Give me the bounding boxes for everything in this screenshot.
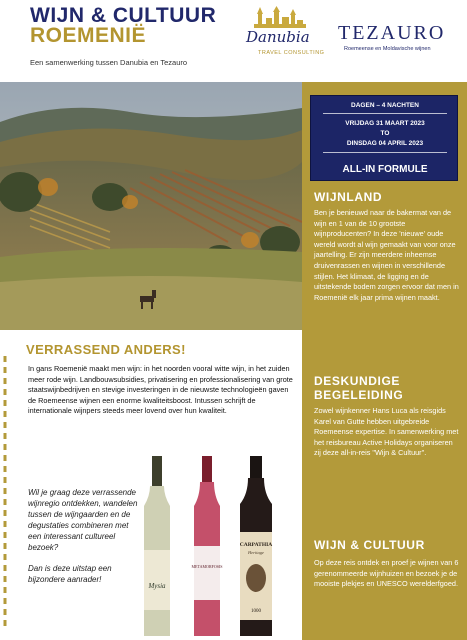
begeleiding-heading-1: DESKUNDIGE <box>314 374 401 388</box>
closing-text: Dan is deze uitstap een bijzondere aanrader! <box>28 564 112 584</box>
wijnland-heading: WIJNLAND <box>314 190 383 204</box>
question-block <box>28 487 142 585</box>
tezauro-sub: Roemeense en Moldavische wijnen <box>344 46 431 52</box>
formula-label: ALL-IN FORMULE <box>342 164 428 175</box>
subtitle: Een samenwerking tussen Danubia en Tezauro <box>30 58 188 67</box>
cultuur-heading: WIJN & CULTUUR <box>314 538 425 552</box>
end-date: DINSDAG 04 APRIL 2023 <box>346 140 424 147</box>
bottle-label-1: Mysia <box>148 582 166 590</box>
wine-bottles-image <box>140 450 300 640</box>
title-line-2: ROEMENIË <box>30 24 147 47</box>
vineyard-photo <box>0 82 302 330</box>
tezauro-logo: TEZAURO <box>338 22 446 44</box>
begeleiding-text: Zowel wijnkenner Hans Luca als reisgids Karel van Gutte hebben uitgebreide Roemeense expertise. In samenwerking met het reisbureau Active Holidays organiseren zij deze all-in-reis "Wijn & Cultuur". <box>314 406 459 458</box>
date-divider <box>323 113 447 114</box>
bottle-white <box>144 456 170 636</box>
bottle-label-3-year: 1000 <box>251 609 261 614</box>
date-divider-2 <box>323 152 447 153</box>
cultuur-text: Op deze reis ontdek en proef je wijnen van 6 gerenommeerde wijnhuizen en bezoek je de mooiste plekjes en UNESCO werelderfgoed. <box>314 558 459 589</box>
start-date: VRIJDAG 31 MAART 2023 <box>345 120 425 127</box>
duration-label: DAGEN – 4 NACHTEN <box>351 102 419 109</box>
danubia-sub: TRAVEL CONSULTING <box>258 50 325 56</box>
bottle-label-2: METAMORFOSIS <box>191 564 223 569</box>
bottle-label-3: CARPATHIA <box>239 542 273 548</box>
bottle-label-3-sub: Heritage <box>248 550 264 555</box>
danubia-name: Danubia <box>246 28 310 46</box>
gold-dashed-rule <box>2 356 8 626</box>
bottle-red <box>240 456 273 636</box>
main-heading: VERRASSEND ANDERS! <box>26 342 186 357</box>
bottle-rose <box>191 456 222 636</box>
to-label: TO <box>380 130 390 137</box>
main-body: In gans Roemenië maakt men wijn: in het noorden vooral witte wijn, in het zuiden meer rode wijn. Landbouwsubsidies, privatisering en professionalisering van grote staatswijnbedrijven en stevige investeringen in de nieuwste technologieën gaven de Roemeense wijnen een enorme kwaliteitsboost. Intussen schrijft de internationale wijnpers steeds meer lovend over hun kwaliteit. <box>28 364 293 416</box>
question-text: Wil je graag deze verrassende wijnregio ontdekken, wandelen tussen de wijngaarden en de degustaties combineren met een interessant cultureel bezoek? <box>28 488 138 552</box>
wijnland-text: Ben je benieuwd naar de bakermat van de wijn en 1 van de 10 grootste wijnproducenten? In deze 'nieuwe' oude wereld wordt al wijn gemaakt van voor onze jaartelling. Er zijn meerdere inheemse druivenrassen en wijnen in verschillende stijlen. Het klimaat, de ligging en de uitstekende bodem zorgen ervoor dat men in Roemenië elk jaar prima wijnen maakt. <box>314 208 459 302</box>
begeleiding-heading-2: BEGELEIDING <box>314 388 404 402</box>
title-line-1: WIJN & CULTUUR <box>30 4 217 27</box>
date-box <box>310 95 458 181</box>
header <box>0 0 467 82</box>
